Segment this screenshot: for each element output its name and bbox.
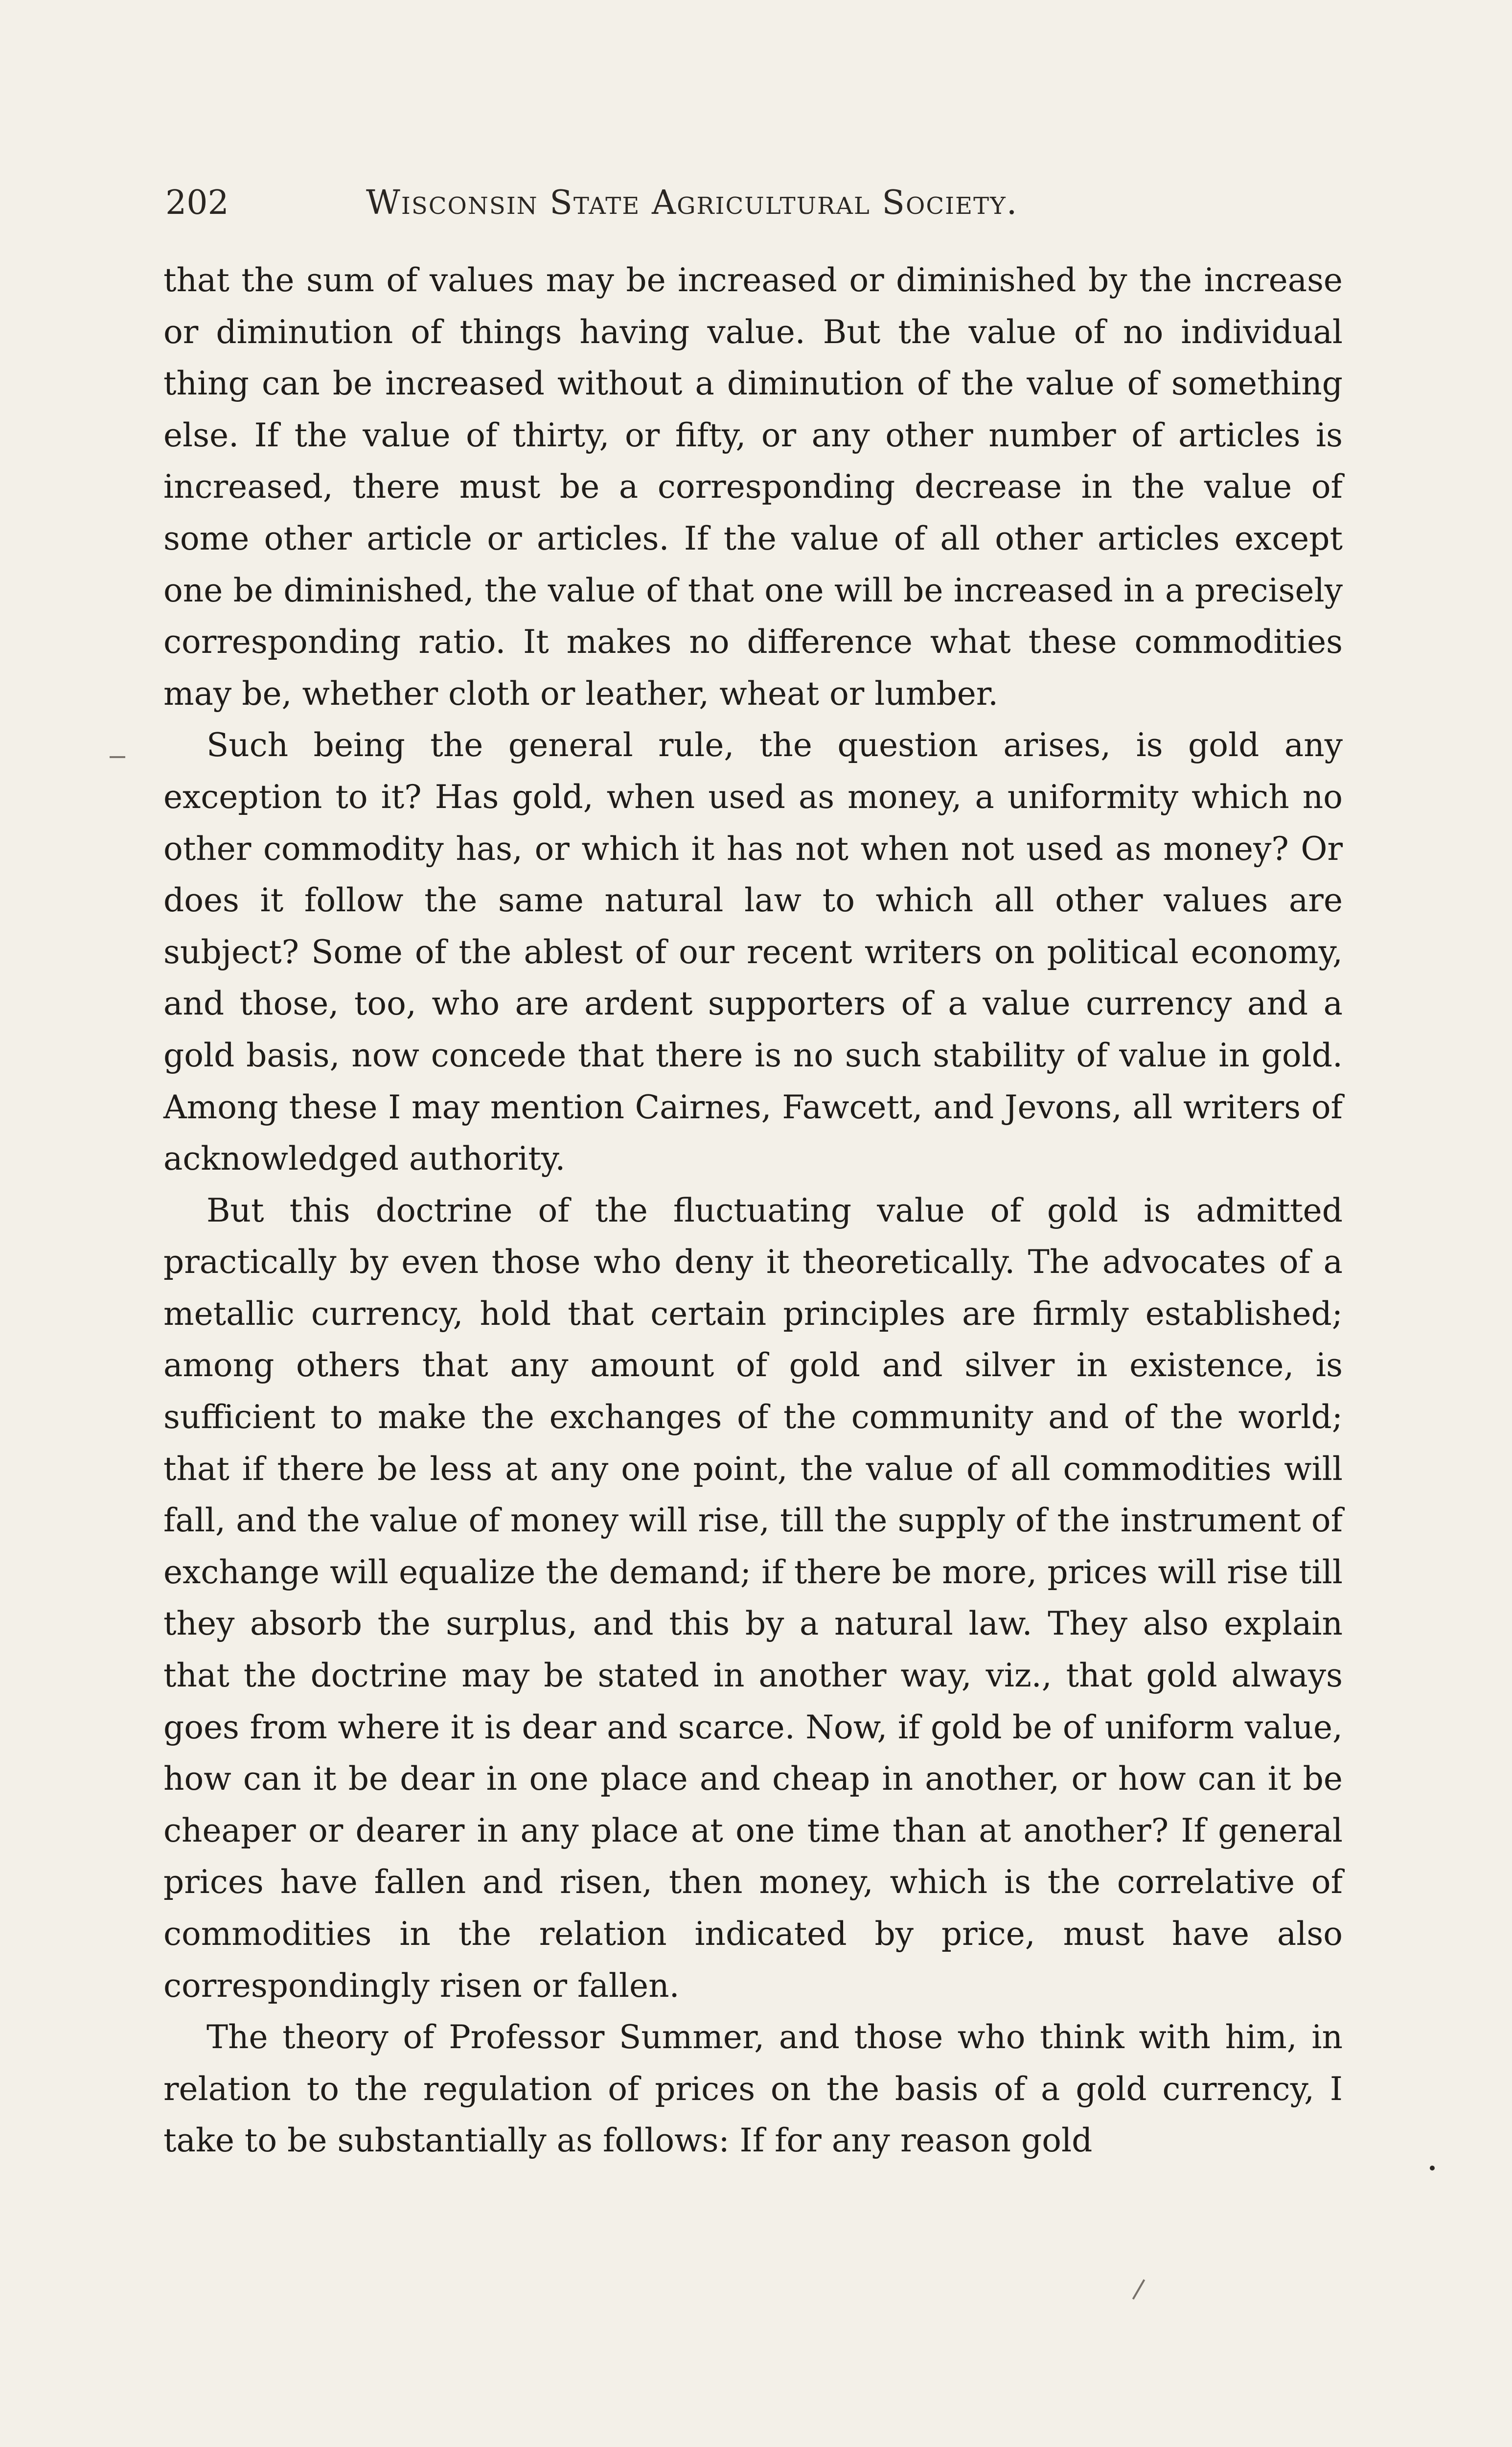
running-head: Wisconsin State Agricultural Society. (366, 184, 1018, 222)
ink-dot (1430, 2166, 1435, 2170)
margin-mark (110, 756, 125, 758)
paragraph-2: Such being the general rule, the question arises, is gold any exception to it? Has gold, when used as money, a uniformity which no other commodity has, or which it has not when not used as money? Or does it follow the same natural law to which all other values are subject? Some of the ablest of our recent writers on political economy, and those, too, who are ardent supporters of a value currency and a gold basis, now concede that there is no such stability of value in gold. Among these I may mention Cairnes, Fawcett, and Jevons, all writers of acknowledged authority. (163, 726, 1343, 1178)
page-number: 202 (165, 184, 229, 222)
page-header (165, 176, 1350, 230)
paragraph-4: The theory of Professor Summer, and those who think with him, in relation to the regulation of prices on the basis of a gold currency, I take to be substantially as follows: If for any reason gold (163, 2018, 1343, 2160)
body-text (163, 254, 1343, 2167)
paragraph-1: that the sum of values may be increased or diminished by the increase or diminution of things having value. But the value of no individual thing can be increased without a diminution of the value of something else. If the value of thirty, or fifty, or any other number of articles is increased, there must be a corresponding decrease in the value of some other article or articles. If the value of all other articles except one be diminished, the value of that one will be increased in a precisely corresponding ratio. It makes no difference what these commodities may be, whether cloth or leather, wheat or lumber. (163, 261, 1343, 713)
stray-pencil-mark (1132, 2279, 1145, 2300)
paragraph-3: But this doctrine of the fluctuating value of gold is admitted practically by even those who deny it theoretically. The advocates of a metallic currency, hold that certain principles are firmly established; among others that any amount of gold and silver in existence, is sufficient to make the exchanges of the community and of the world; that if there be less at any one point, the value of all commodities will fall, and the value of money will rise, till the supply of the instrument of exchange will equalize the demand; if there be more, prices will rise till they absorb the surplus, and this by a natural law. They also explain that the doctrine may be stated in another way, viz., that gold always goes from where it is dear and scarce. Now, if gold be of uniform value, how can it be dear in one place and cheap in another, or how can it be cheaper or dearer in any place at one time than at another? If general prices have fallen and risen, then money, which is the correlative of commodities in the relation indicated by price, must have also correspondingly risen or fallen. (163, 1191, 1343, 2005)
